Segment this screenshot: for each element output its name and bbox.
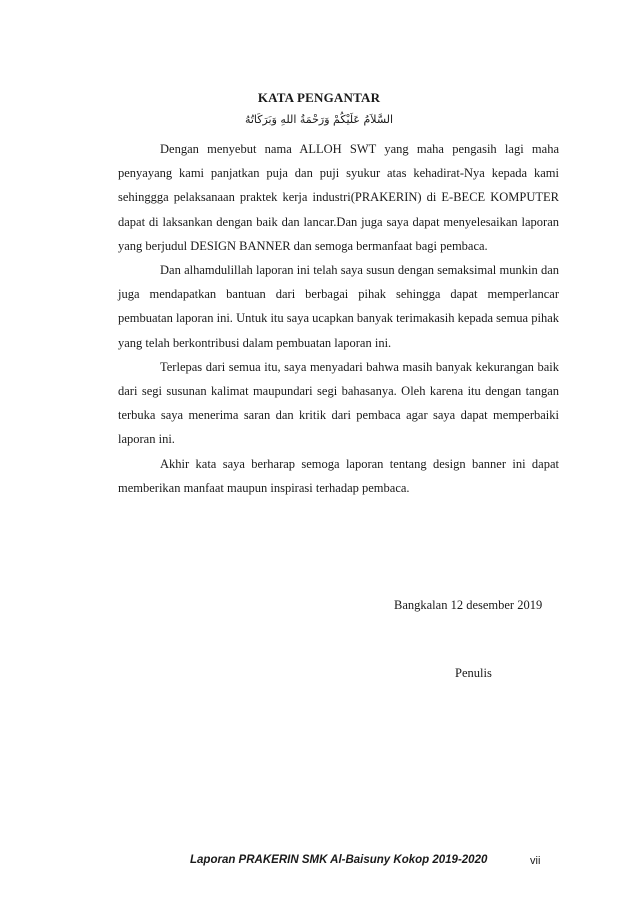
footer-title: Laporan PRAKERIN SMK Al-Baisuny Kokop 2019-2020: [190, 854, 488, 866]
page-title: KATA PENGANTAR: [257, 90, 381, 105]
signatory: Penulis: [455, 666, 492, 680]
page-number: vii: [530, 855, 541, 867]
paragraph: Terlepas dari semua itu, saya menyadari bahwa masih banyak kekurangan baik dari segi susunan kalimat maupundari segi bahasanya. Oleh karena itu dengan tangan terbuka saya menerima saran dan kritik dari pembaca agar saya dapat memperbaiki laporan ini.: [118, 359, 559, 447]
paragraph: Dan alhamdulillah laporan ini telah saya susun dengan semaksimal munkin dan juga mendapatkan bantuan dari berbagai pihak sehingga dapat memperlancar pembuatan laporan ini. Untuk itu saya ucapkan banyak terimakasih kepada semua pihak yang telah berkontribusi dalam pembuatan laporan ini.: [118, 263, 559, 350]
place-date: Bangkalan 12 desember 2019: [394, 598, 543, 612]
paragraph: Dengan menyebut nama ALLOH SWT yang maha pengasih lagi maha penyayang kami panjatkan puja dan puji syukur atas kehadirat-Nya kepada kami sehinggga pelaksanaan praktek kerja industri(PRAKERIN) di E-BECE KOMPUTER dapat di laksankan dengan baik dan lancar.Dan juga saya dapat menyelesaikan laporan yang berjudul DESIGN BANNER dan semoga bermanfaat bagi pembaca.: [118, 142, 559, 253]
arabic-greeting: السَّلاَمُ عَلَيْكُمْ وَرَحْمَةُ اللهِ وَبَرَكَاتُهُ: [244, 113, 394, 126]
paragraph: Akhir kata saya berharap semoga laporan tentang design banner ini dapat memberikan manfaat maupun inspirasi terhadap pembaca.: [118, 456, 559, 495]
body-text: [118, 137, 559, 500]
